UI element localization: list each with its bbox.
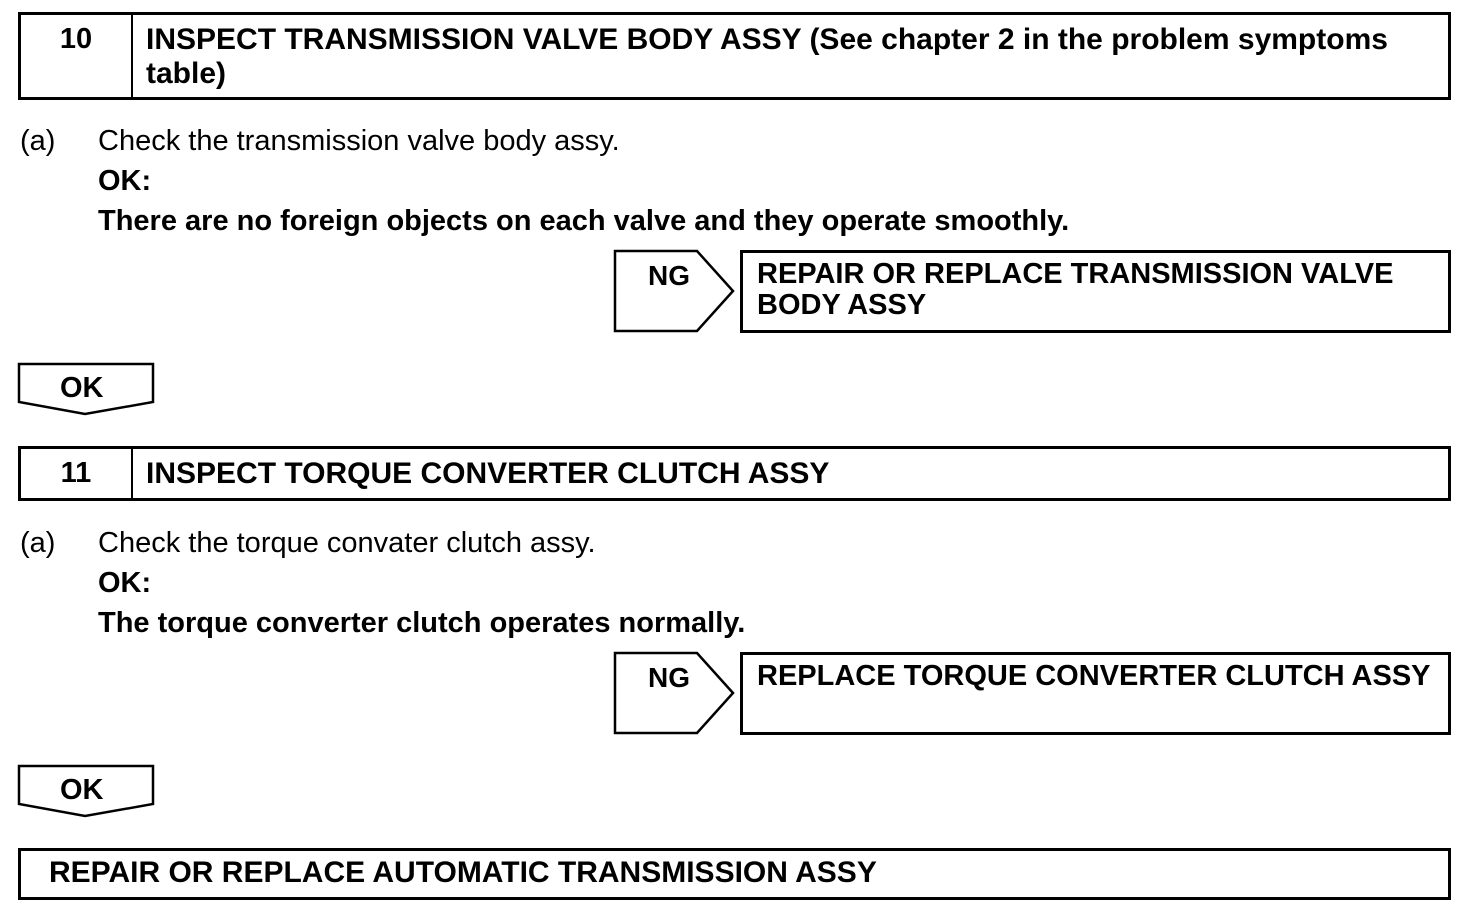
step-10-ng-action-text: REPAIR OR REPLACE TRANSMISSION VALVE BODY ASSY: [757, 258, 1394, 321]
step-11-header: [18, 446, 1451, 501]
step-11-instruction: Check the torque convater clutch assy.: [98, 527, 596, 559]
step-10-item-marker: (a): [20, 125, 56, 157]
step-11-title: INSPECT TORQUE CONVERTER CLUTCH ASSY: [146, 457, 830, 490]
step-10-ok-flow-label: OK: [60, 372, 104, 404]
step-11-number: 11: [21, 449, 133, 498]
step-11-ng-action-text: REPLACE TORQUE CONVERTER CLUTCH ASSY: [757, 660, 1431, 692]
step-11-ok-flow-label: OK: [60, 774, 104, 806]
step-10-ng-action: [740, 250, 1451, 333]
step-11-ok-condition: The torque converter clutch operates normally.: [98, 607, 746, 639]
step-11-item-marker: (a): [20, 527, 56, 559]
step-10-number: 10: [21, 15, 133, 97]
final-action-box: [18, 848, 1451, 900]
step-10-header: [18, 12, 1451, 100]
step-11-ng-action: [740, 652, 1451, 735]
step-10-ok-condition: There are no foreign objects on each valve and they operate smoothly.: [98, 205, 1070, 237]
final-action-text: REPAIR OR REPLACE AUTOMATIC TRANSMISSION ASSY: [49, 856, 877, 889]
step-10-title: INSPECT TRANSMISSION VALVE BODY ASSY (See chapter 2 in the problem symptoms table): [146, 23, 1388, 90]
step-11-ng-label: NG: [648, 662, 690, 693]
step-11-ok-label: OK:: [98, 567, 152, 599]
step-10-ok-label: OK:: [98, 165, 152, 197]
step-10-ng-label: NG: [648, 260, 690, 291]
step-10-instruction: Check the transmission valve body assy.: [98, 125, 620, 157]
